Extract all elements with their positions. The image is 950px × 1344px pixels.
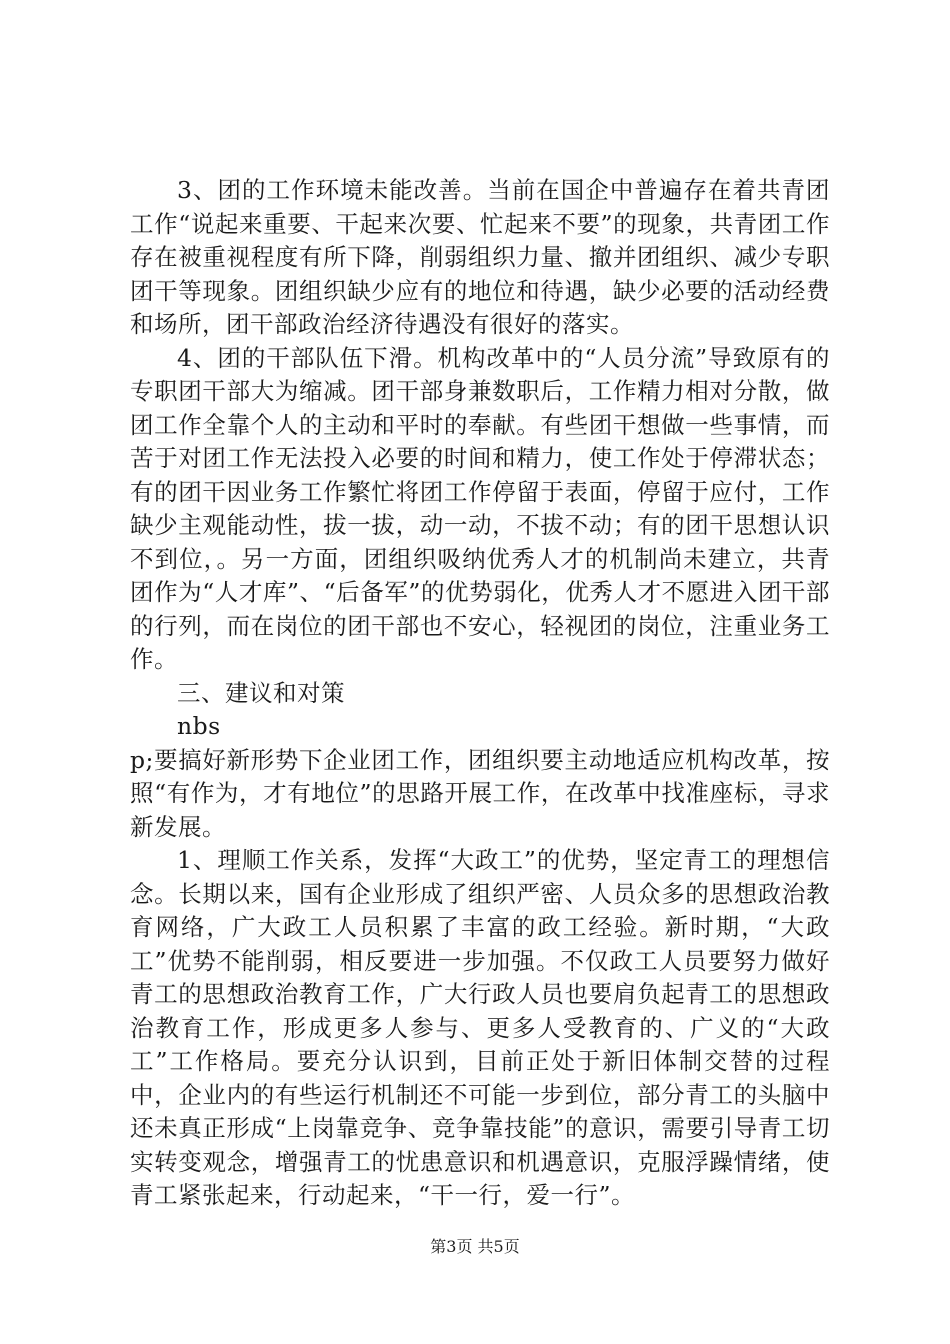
paragraph-stray-fragment: nbs	[177, 712, 221, 740]
paragraph-work-relations: 1、理顺工作关系，发挥“大政工”的优势，坚定青工的理想信念。长期以来，国有企业形成了组织严密、人员众多的思想政治教育网络，广大政工人员积累了丰富的政工经验。新时期，“大政工”优势不能削弱，相反要进一步加强。不仅政工人员要努力做好青工的思想政治教育工作，广大行政人员也要肩负起青工的思想政治教育工作，形成更多人参与、更多人受教育的、广义的“大政工”工作格局。要充分认识到，目前正处于新旧体制交替的过程中，企业内的有些运行机制还不可能一步到位，部分青工的头脑中还未真正形成“上岗靠竞争、竞争靠技能”的意识，需要引导青工切实转变观念，增强青工的忧患意识和机遇意识，克服浮躁情绪，使青工紧张起来，行动起来，“干一行，爱一行”。	[130, 846, 830, 1209]
paragraph-cadre-team: 4、团的干部队伍下滑。机构改革中的“人员分流”导致原有的专职团干部大为缩减。团干部身兼数职后，工作精力相对分散，做团工作全靠个人的主动和平时的奉献。有些团干想做一些事情，而苦于对团工作无法投入必要的时间和精力，使工作处于停滞状态；有的团干因业务工作繁忙将团工作停留于表面，停留于应付，工作缺少主观能动性，拔一拔，动一动，不拔不动；有的团干思想认识不到位，。另一方面，团组织吸纳优秀人才的机制尚未建立，共青团作为“人才库”、“后备军”的优势弱化，优秀人才不愿进入团干部的行列，而在岗位的团干部也不安心，轻视团的岗位，注重业务工作。	[130, 343, 830, 673]
paragraph-environment: 3、团的工作环境未能改善。当前在国企中普遍存在着共青团工作“说起来重要、干起来次要、忙起来不要”的现象，共青团工作存在被重视程度有所下降，削弱组织力量、撤并团组织、减少专职团干等现象。团组织缺少应有的地位和待遇，缺少必要的活动经费和场所，团干部政治经济待遇没有很好的落实。	[130, 176, 830, 338]
section-heading-suggestions: 三、建议和对策	[177, 678, 345, 707]
page-footer	[0, 1237, 950, 1257]
page-number-label: 第3页 共5页	[430, 1237, 520, 1256]
paragraph-intro-suggestions: p;要搞好新形势下企业团工作，团组织要主动地适应机构改革，按照“有作为，才有地位”的思路开展工作，在改革中找准座标，寻求新发展。	[130, 745, 830, 841]
document-body	[130, 174, 830, 1213]
